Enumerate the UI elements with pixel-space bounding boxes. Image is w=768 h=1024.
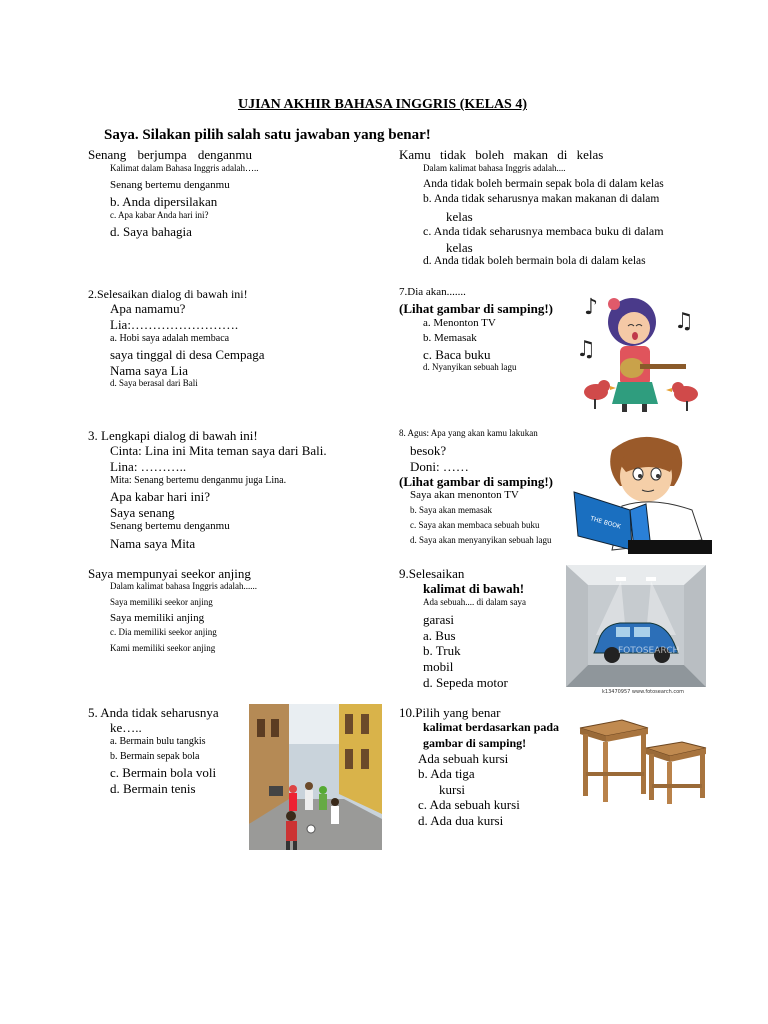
q4-prompt: Saya mempunyai seekor anjing (88, 566, 251, 581)
q5-line-2: ke….. (110, 720, 142, 735)
q6-option-c-line2[interactable]: kelas (446, 240, 473, 255)
boy-reading-illustration (572, 432, 712, 554)
svg-text:♫: ♫ (576, 337, 596, 362)
q2-line-2: Lia:……………………. (110, 317, 239, 332)
q6-option-b-line1[interactable]: b. Anda tidak seharusnya makan makanan di dalam (423, 193, 660, 205)
q6-option-a[interactable]: Anda tidak boleh bermain sepak bola di dalam kelas (423, 178, 664, 190)
q8-line-2: besok? (410, 443, 447, 458)
q6-subprompt: Dalam kalimat bahasa Inggris adalah.... (423, 163, 566, 173)
singing-girl-illustration (574, 292, 708, 416)
q5-option-c[interactable]: c. Bermain bola voli (110, 765, 217, 780)
q2-prompt: 2.Selesaikan dialog di bawah ini! (88, 287, 248, 301)
q8-line-3: Doni: …… (410, 459, 469, 474)
page-title: UJIAN AKHIR BAHASA INGGRIS (KELAS 4) (238, 97, 527, 112)
q5-prompt: 5. Anda tidak seharusnya (88, 705, 219, 720)
q8-option-d[interactable]: d. Saya akan menyanyikan sebuah lagu (410, 535, 552, 545)
q10-option-b-line2[interactable]: kursi (439, 782, 465, 797)
q8-option-a[interactable]: Saya akan menonton TV (410, 489, 519, 501)
q3-line-2: Lina: ……….. (110, 459, 187, 474)
q7-option-b[interactable]: b. Memasak (423, 332, 477, 344)
q5-option-b[interactable]: b. Bermain sepak bola (110, 751, 200, 762)
q9-prompt: 9.Selesaikan (399, 566, 465, 581)
q8-prompt: 8. Agus: Apa yang akan kamu lakukan (399, 428, 538, 438)
q7-prompt: 7.Dia akan....... (399, 286, 466, 298)
svg-text:♫: ♫ (674, 309, 694, 334)
q2-option-c[interactable]: Nama saya Lia (110, 363, 188, 378)
q3-option-a[interactable]: Apa kabar hari ini? (110, 489, 210, 504)
q9-line-2: garasi (423, 612, 455, 627)
photo-caption: k13470957 www.fotosearch.com (602, 689, 685, 695)
q10-option-c[interactable]: c. Ada sebuah kursi (418, 797, 520, 812)
q10-option-b-line1[interactable]: b. Ada tiga (418, 766, 475, 781)
q10-option-d[interactable]: d. Ada dua kursi (418, 813, 504, 828)
instruction: Saya. Silakan pilih salah satu jawaban yang benar! (104, 127, 431, 143)
q3-option-c[interactable]: Senang bertemu denganmu (110, 520, 230, 532)
q9-subprompt: Ada sebuah.... di dalam saya (423, 597, 526, 607)
q9-option-b[interactable]: b. Truk (423, 643, 461, 658)
q6-option-c-line1[interactable]: c. Anda tidak seharusnya membaca buku di dalam (423, 224, 664, 238)
q6-option-b-line2[interactable]: kelas (446, 209, 473, 224)
q1-option-b[interactable]: b. Anda dipersilakan (110, 194, 218, 209)
q10-option-a[interactable]: Ada sebuah kursi (418, 751, 509, 766)
watermark: FOTOSEARCH (618, 646, 680, 656)
q9-option-d[interactable]: d. Sepeda motor (423, 675, 508, 690)
street-kids-photo (249, 704, 382, 850)
q4-option-c[interactable]: c. Dia memiliki seekor anjing (110, 627, 217, 637)
q7-hint: (Lihat gambar di samping!) (399, 301, 553, 316)
q10-instruction-2: gambar di samping! (423, 736, 527, 750)
q7-option-d[interactable]: d. Nyanyikan sebuah lagu (423, 362, 517, 372)
q8-hint: (Lihat gambar di samping!) (399, 474, 553, 489)
q6-prompt: Kamu tidak boleh makan di kelas (399, 147, 604, 162)
q8-option-c[interactable]: c. Saya akan membaca sebuah buku (410, 520, 540, 530)
q3-option-b[interactable]: Saya senang (110, 505, 175, 520)
q7-option-a[interactable]: a. Menonton TV (423, 317, 496, 329)
q4-subprompt: Dalam kalimat bahasa Inggris adalah...... (110, 581, 257, 591)
svg-text:♪: ♪ (584, 295, 599, 320)
q8-option-b[interactable]: b. Saya akan memasak (410, 505, 492, 515)
book-label: THE BOOK (589, 515, 622, 531)
q2-line-1: Apa namamu? (110, 301, 186, 316)
q4-option-b[interactable]: Saya memiliki anjing (110, 612, 205, 624)
q3-prompt: 3. Lengkapi dialog di bawah ini! (88, 428, 258, 443)
q6-option-d[interactable]: d. Anda tidak boleh bermain bola di dalam kelas (423, 255, 646, 267)
q9-instruction: kalimat di bawah! (423, 581, 525, 596)
q2-option-b[interactable]: saya tinggal di desa Cempaga (110, 347, 265, 362)
q10-prompt: 10.Pilih yang benar (399, 705, 501, 720)
q9-option-a[interactable]: a. Bus (423, 628, 456, 643)
q4-option-a[interactable]: Saya memiliki seekor anjing (110, 597, 213, 607)
q3-option-d[interactable]: Nama saya Mita (110, 536, 196, 551)
two-stools-illustration (578, 718, 712, 804)
q10-instruction-1: kalimat berdasarkan pada (423, 720, 560, 734)
q1-option-d[interactable]: d. Saya bahagia (110, 224, 192, 239)
q5-option-d[interactable]: d. Bermain tenis (110, 781, 196, 796)
q7-option-c[interactable]: c. Baca buku (423, 347, 491, 362)
q9-option-c[interactable]: mobil (423, 659, 454, 674)
q2-option-a[interactable]: a. Hobi saya adalah membaca (110, 333, 230, 344)
q1-option-c[interactable]: c. Apa kabar Anda hari ini? (110, 210, 209, 220)
q1-prompt: Senang berjumpa denganmu (88, 147, 253, 162)
q5-option-a[interactable]: a. Bermain bulu tangkis (110, 736, 206, 747)
q2-option-d[interactable]: d. Saya berasal dari Bali (110, 378, 198, 388)
garage-car-photo (566, 565, 706, 695)
q3-line-3: Mita: Senang bertemu denganmu juga Lina. (110, 475, 287, 486)
q1-option-a[interactable]: Senang bertemu denganmu (110, 179, 230, 191)
q3-line-1: Cinta: Lina ini Mita teman saya dari Bali. (110, 443, 327, 458)
q4-option-d[interactable]: Kami memiliki seekor anjing (110, 643, 216, 653)
q1-subprompt: Kalimat dalam Bahasa Inggris adalah….. (110, 163, 259, 173)
